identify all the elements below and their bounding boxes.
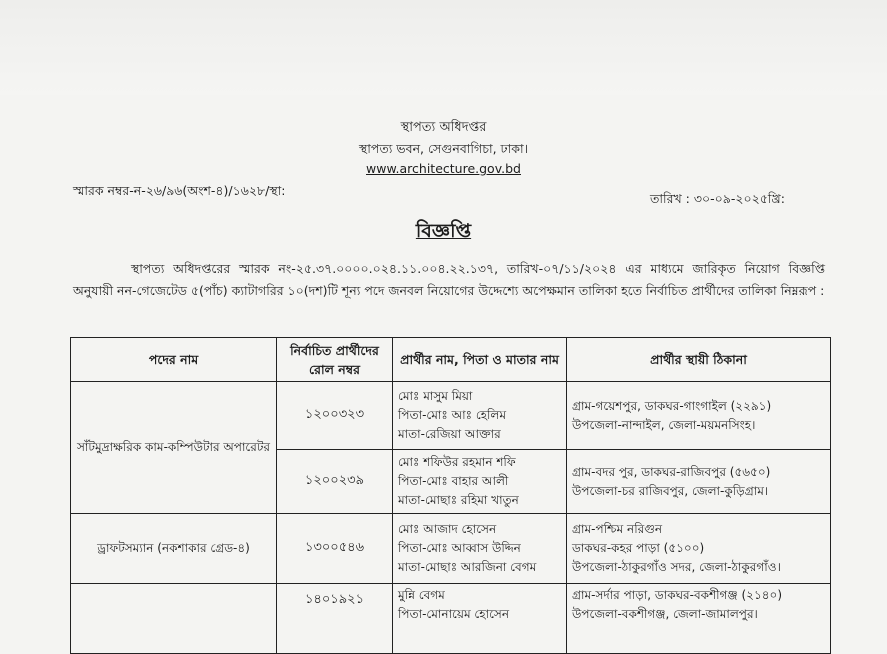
org-name: স্থাপত্য অধিদপ্তর [400, 120, 487, 135]
table-row [71, 514, 831, 584]
header-roll: নির্বাচিত প্রার্থীদের রোল নম্বর [277, 338, 393, 382]
address-line: উপজেলা-নান্দাইল, জেলা-ময়মনসিংহ। [572, 417, 756, 432]
candidate-name: মুন্নি বেগম [398, 588, 445, 602]
address-line: উপজেলা-চর রাজিবপুর, জেলা-কুড়িগ্রাম। [572, 483, 769, 498]
address-cell [567, 382, 831, 450]
notice-date: তারিখ : ৩০-০৯-২০২৫খ্রি: [650, 191, 785, 206]
candidate-name: মোঃ আজাদ হোসেন [398, 522, 497, 536]
notice-title: বিজ্ঞপ্তি [415, 220, 472, 242]
candidate-father: পিতা-মোনায়েম হোসেন [398, 607, 509, 621]
roll-cell: ১৩০০৫৪৬ [277, 514, 393, 584]
address-cell [567, 450, 831, 514]
address-cell [567, 514, 831, 584]
notice-body [73, 258, 825, 302]
roll-cell: ১৪০১৯২১ [277, 584, 393, 654]
page-top-margin [0, 0, 887, 95]
table-header-row [71, 338, 831, 382]
roll-cell: ১২০০২৩৯ [277, 450, 393, 514]
header-name: প্রার্থীর নাম, পিতা ও মাতার নাম [393, 338, 567, 382]
roll-cell: ১২০০৩২৩ [277, 382, 393, 450]
candidate-cell [393, 584, 567, 654]
candidate-cell [393, 450, 567, 514]
header-address: প্রার্থীর স্থায়ী ঠিকানা [567, 338, 831, 382]
candidate-father: পিতা-মোঃ আব্বাস উদ্দিন [398, 541, 521, 555]
address-line: গ্রাম-পশ্চিম নরিগুন [572, 522, 663, 536]
candidate-mother: মাতা-মোছাঃ আরজিনা বেগম [398, 560, 537, 574]
header-post: পদের নাম [71, 338, 277, 382]
post-cell: ড্রাফটসম্যান (নকশাকার গ্রেড-৪) [71, 514, 277, 584]
body-paragraph: স্থাপত্য অধিদপ্তরের স্মারক নং-২৫.৩৭.০০০০.০২৪.১১.০০৪.২২.১৩৭, তারিখ-০৭/১১/২০২৪ এর মাধ্যমে জারিকৃত নিয়োগ বিজ্ঞপ্তি অনুযায়ী নন-গেজেটেড ৫(পাঁচ) ক্যাটাগরির ১০(দশ)টি শূন্য পদে জনবল নিয়োগের উদ্দেশ্যে অপেক্ষমান তালিকা হতে নির্বাচিত প্রার্থীদের তালিকা নিম্নরূপ : [73, 261, 825, 298]
candidate-cell [393, 382, 567, 450]
candidate-father: পিতা-মোঃ বাহার আলী [398, 474, 509, 488]
address-line: উপজেলা-ঠাকুরগাঁও সদর, জেলা-ঠাকুরগাঁও। [572, 560, 781, 574]
post-cell: সাঁটমুদ্রাক্ষরিক কাম-কম্পিউটার অপারেটর [71, 382, 277, 514]
address-line: গ্রাম-বদর পুর, ডাকঘর-রাজিবপুর (৫৬৫০) [572, 464, 771, 479]
table-row [71, 584, 831, 654]
address-line: ডাকঘর-কহর পাড়া (৫১০০) [572, 541, 705, 555]
address-line: গ্রাম-গয়েশপুর, ডাকঘর-গাংগাইল (২২৯১) [572, 398, 772, 413]
candidate-father: পিতা-মোঃ আঃ হেলিম [398, 408, 507, 422]
org-website: www.architecture.gov.bd [366, 161, 521, 176]
post-cell [71, 584, 277, 654]
address-cell [567, 584, 831, 654]
org-address: স্থাপত্য ভবন, সেগুনবাগিচা, ঢাকা। [358, 141, 529, 156]
candidate-name: মোঃ শফিউর রহমান শফি [398, 455, 516, 469]
candidate-mother: মাতা-রেজিয়া আক্তার [398, 427, 501, 441]
address-line: উপজেলা-বকশীগঞ্জ, জেলা-জামালপুর। [572, 607, 758, 621]
memo-number: স্মারক নম্বর-ন-২৬/৯৬(অংশ-৪)/১৬২৮/স্থা: [73, 183, 286, 198]
address-line: গ্রাম-সর্দার পাড়া, ডাকঘর-বকশীগঞ্জ (২১৪০) [572, 588, 783, 602]
candidate-cell [393, 514, 567, 584]
candidate-name: মোঃ মাসুম মিয়া [398, 389, 473, 403]
candidate-mother: মাতা-মোছাঃ রহিমা খাতুন [398, 493, 519, 507]
selected-candidates-table [70, 337, 831, 654]
table-row [71, 382, 831, 450]
